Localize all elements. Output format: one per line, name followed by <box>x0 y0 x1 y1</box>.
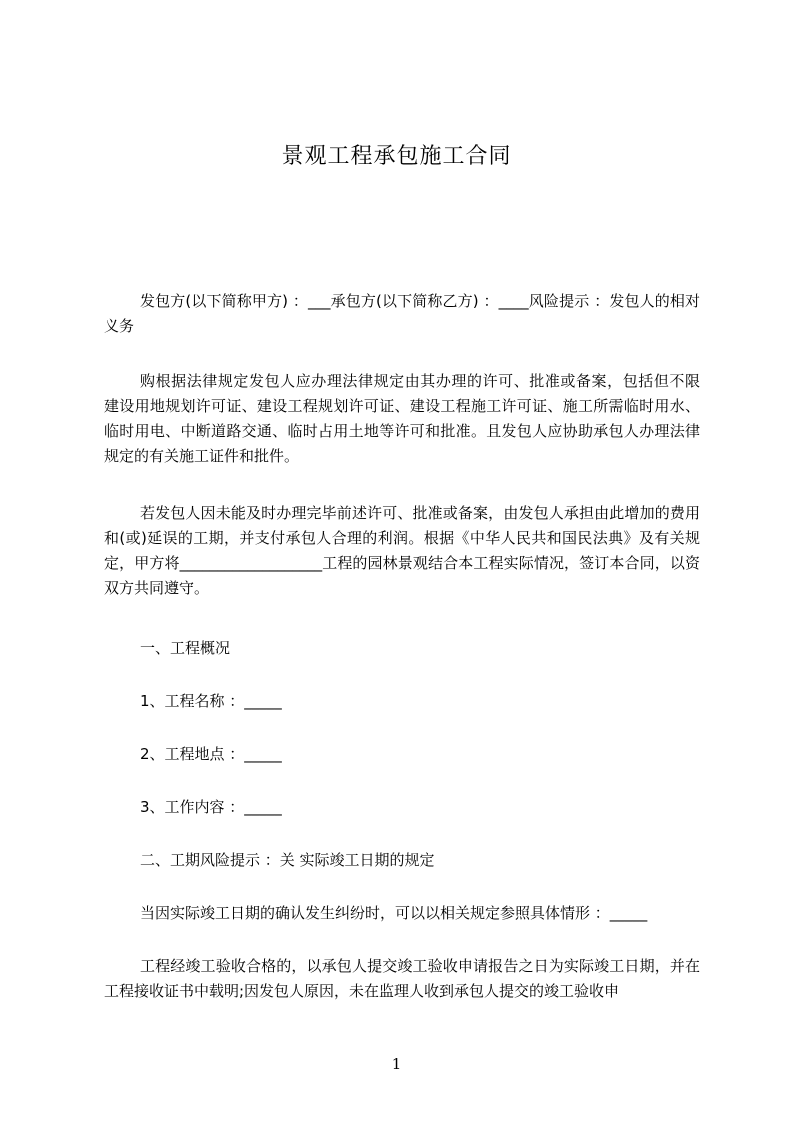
section-heading-schedule: 二、工期风险提示 ：关 实际竣工日期的规定 <box>140 851 435 869</box>
paragraph-parties: 发包方(以下简称甲方) ：___承包方(以下简称乙方) ：____风险提示 ：发包人的相对义务 <box>104 292 700 335</box>
document-title: 景观工程承包施工合同 <box>281 144 512 169</box>
project-location-item: 2、工程地点 ：_____ <box>140 745 282 763</box>
paragraph-liability: 若发包人因未能及时办理完毕前述许可、批准或备案，由发包人承担由此增加的费用和(或)延误的工期，并支付承包人合理的利润。根据《中华人民共和国民法典》及有关规定，甲方将___________________工程的园林景观结合本工程实际情况，签订本合同，以资双方共同遵守。 <box>104 504 700 597</box>
section-heading-overview: 一、工程概况 <box>140 639 231 657</box>
page-number: 1 <box>391 1055 402 1073</box>
project-name-item: 1、工程名称 ：_____ <box>140 692 282 710</box>
work-content-item: 3、工作内容 ：_____ <box>140 798 282 816</box>
paragraph-acceptance: 工程经竣工验收合格的，以承包人提交竣工验收申请报告之日为实际竣工日期，并在工程接收证书中载明;因发包人原因，未在监理人收到承包人提交的竣工验收申 <box>104 957 700 1000</box>
paragraph-completion-date: 当因实际竣工日期的确认发生纠纷时，可以以相关规定参照具体情形 ：_____ <box>140 904 648 922</box>
paragraph-permits: 购根据法律规定发包人应办理法律规定由其办理的许可、批准或备案，包括但不限 建设用地规划许可证、建设工程规划许可证、建设工程施工许可证、施工所需临时用水、临时用电、中断道路交通、临时占用土地等许可和批准。且发包人应协助承包人办理法律规定的有关施工证件和批件。 <box>104 372 716 465</box>
